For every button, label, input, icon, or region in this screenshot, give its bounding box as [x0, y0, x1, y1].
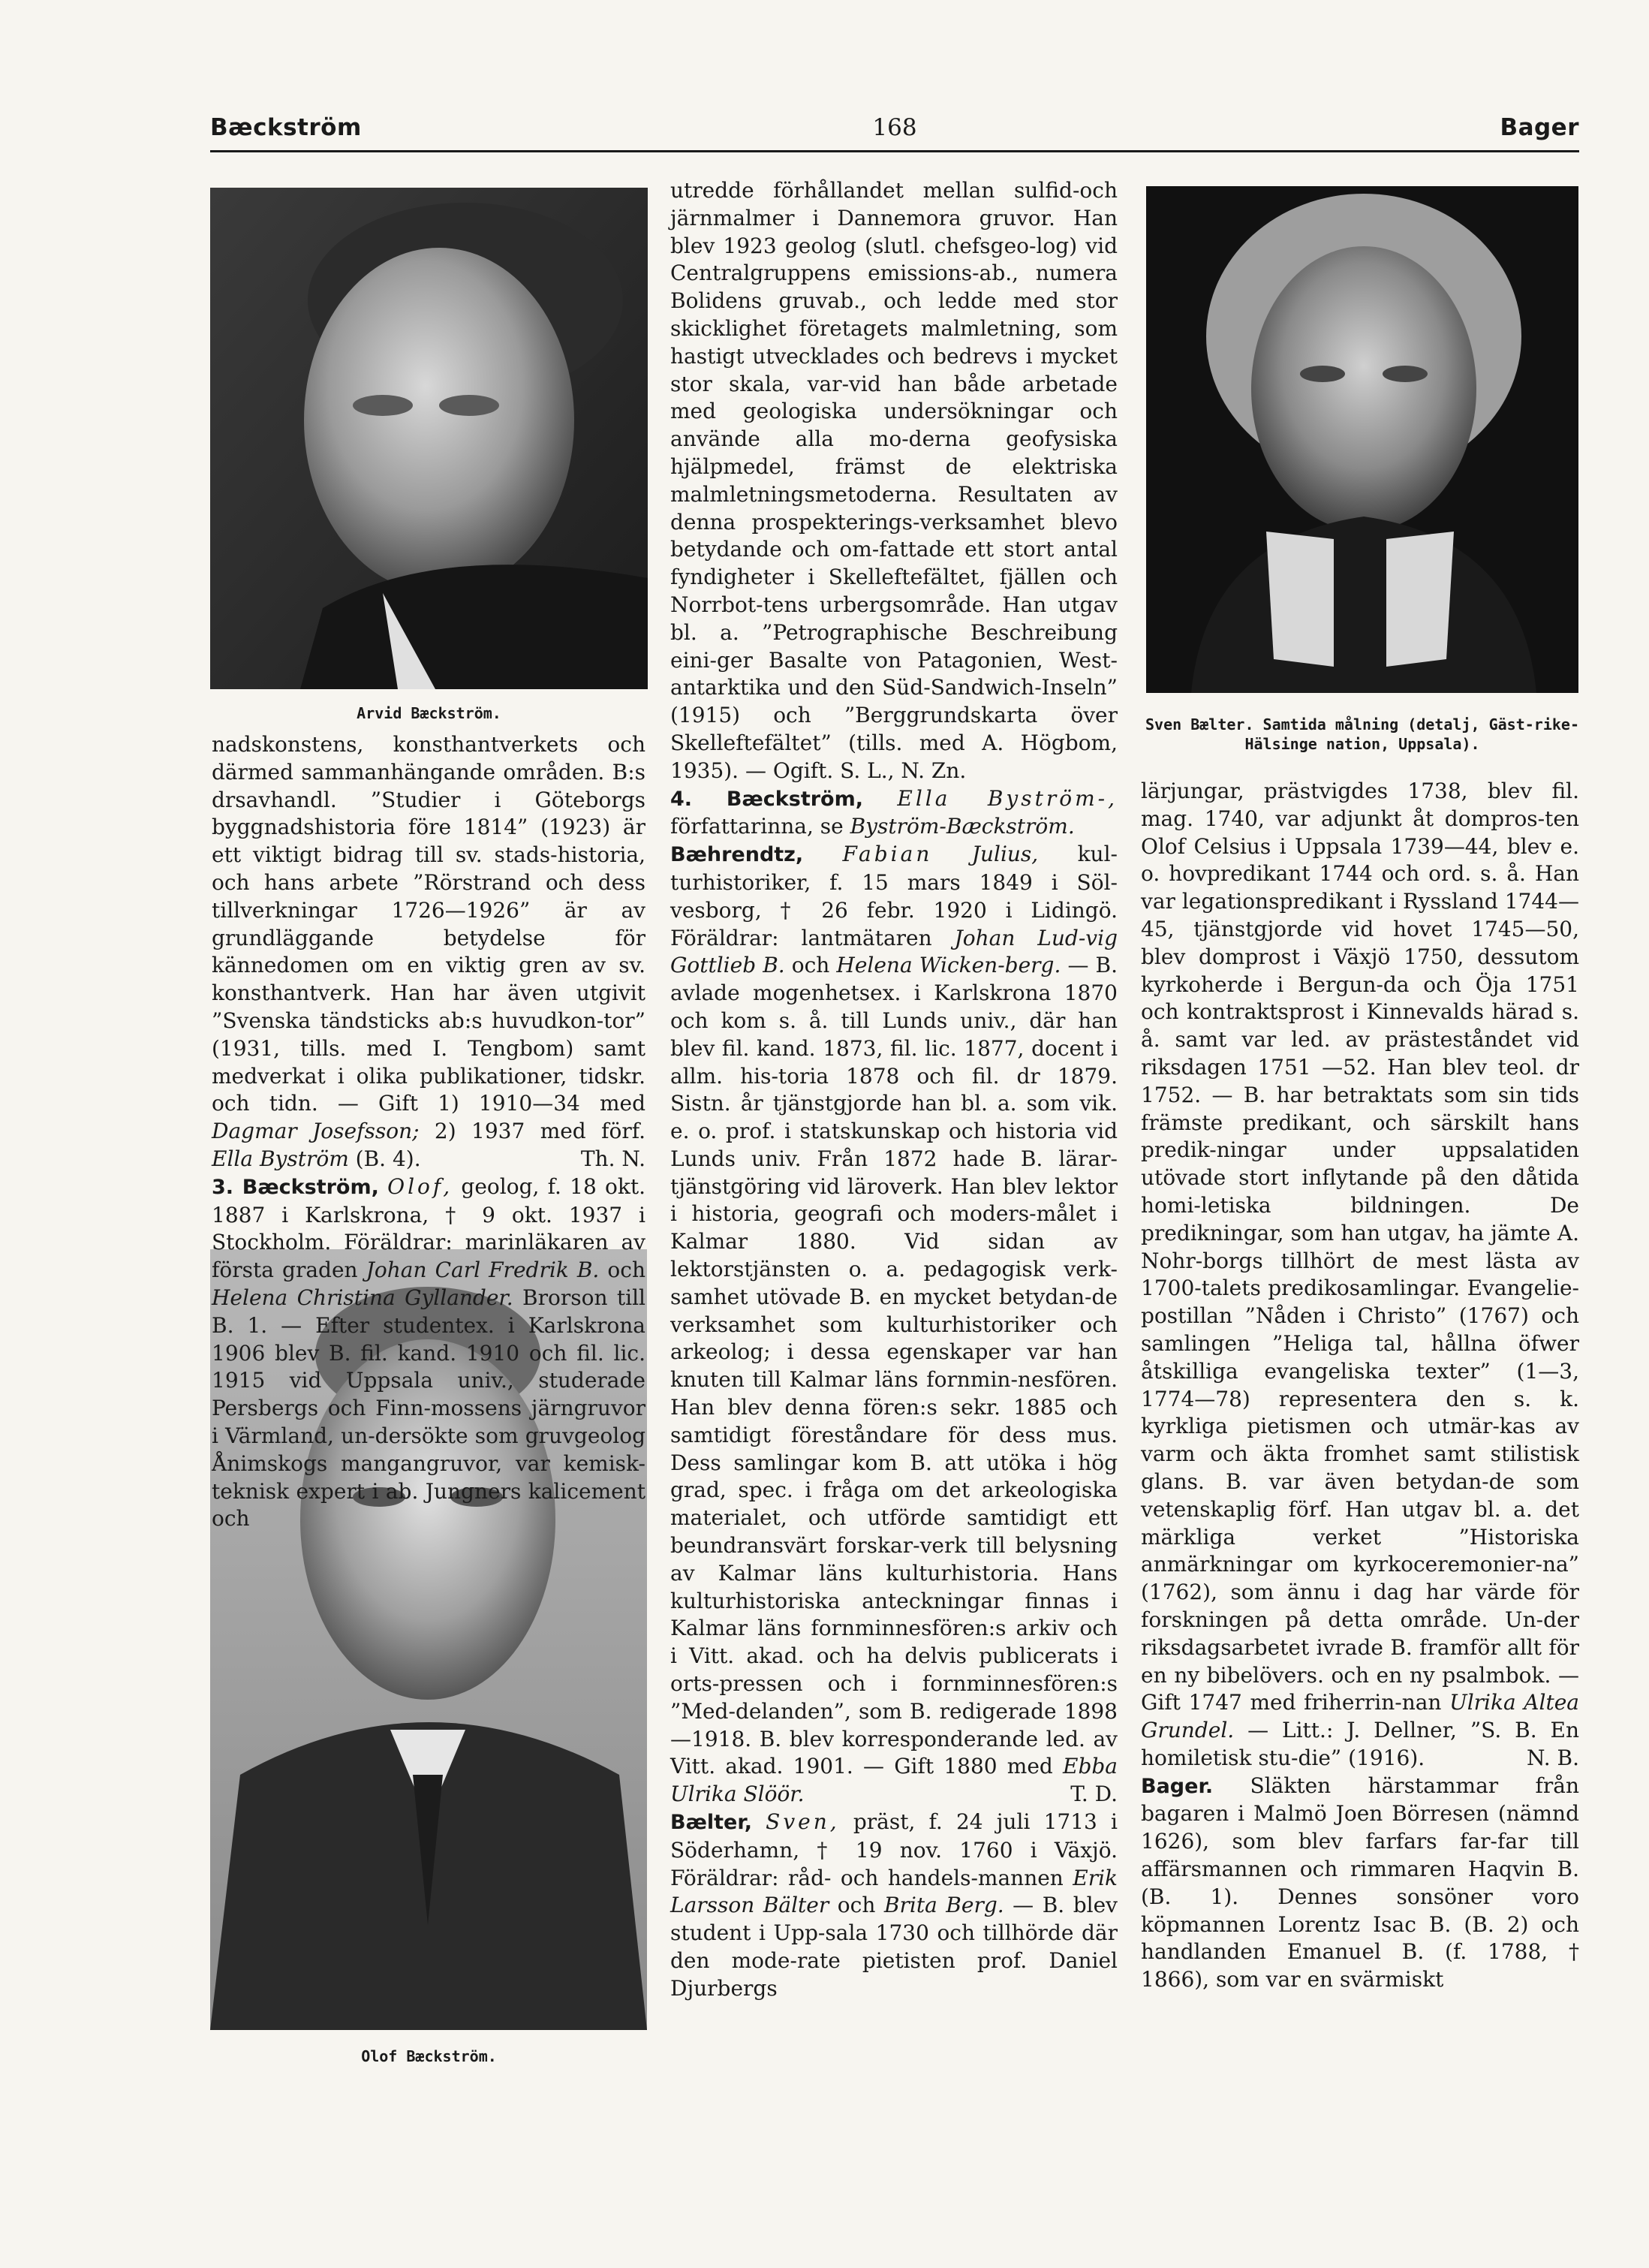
header-left-keyword: Bæckström [210, 114, 362, 141]
paragraph-olof-continued: utredde förhållandet mellan sulfid-och järnmalmer i Dannemora gruvor. Han blev 1923 geolog (slutl. chefsgeo-log) vid Centralgruppens emissions-ab., numera Bolidens gruvab., och ledde med stor skicklighet företagets malmletning, som hastigt utvecklades och bedrevs i mycket stor skala, var-vid han både arbetade med geologiska undersökningar och använde alla mo-derna geofysiska hjälpmedel, främst de elektriska malmletningsmetoderna. Resultaten av denna prospekterings-verksamhet blevo betydande och om-fattade ett stort antal fyndigheter i Skelleftefältet, fjällen och Norrbot-tens urbergsområde. Han utgav bl. a. ”Petrographische Beschreibung eini-ger Basalte von Patagonien, West-antarktika und den Süd-Sandwich-Inseln” (1915) och ”Berggrundskarta över Skelleftefältet” (tills. med A. Högbom, 1935). — Ogift. S. L., N. Zn. [670, 178, 1118, 783]
paragraph-sven-continued: lärjungar, prästvigdes 1738, blev fil. mag. 1740, var adjunkt åt dompros-ten Olof Celsius i Uppsala 1739—44, blev e. o. hovpredikant 1744 och ord. s. å. Han var legationspredikant i Ryssland 1744—45, tjänstgjorde vid hovet 1745—50, blev domprost i Växjö 1750, dessutom kyrkoherde i Bergun-da och Öja 1751 och kontraktsprost i Kinnevalds härad s. å. samt var led. av prästeståndet vid riksdagen 1751 —52. Han blev teol. dr 1752. — B. har betraktats som sin tids främste predikant, och särskilt hans predik-ningar under uppsalatiden utövade stort inflytande på den dåtida homi-letiska bildningen. De predikningar, som han utgav, ha jämte A. Nohr-borgs tillhört de mest lästa av 1700-talets predikosamlingar. Evangelie-postillan ”Nåden i Christo” (1767) och samlingen ”Heliga tal, hållna öfwer åtskilliga evangeliska texter” (1—3, 1774—78) representera den s. k. kyrkliga pietismen och utmär-kas av varm och äkta fromhet samt stilistisk glans. B. var även betydan-de som vetenskaplig förf. Han utgav bl. a. det märkliga verket ”Historiska anmärkningar om kyrkoceremonier-na” (1762), som ännu i dag har värde för forskningen på detta område. Un-der riksdagsarbetet ivrade B. framför allt för en ny bibelövers. och en ny psalmbok. — Gift 1747 med friherrin-nan Ulrika Altea Grundel. — Litt.: J. Dellner, ”S. B. En homiletisk stu-die” (1916). N. B. [1141, 778, 1579, 1773]
caption-arvid: Arvid Bæckström. [357, 704, 501, 722]
author-signature: T. D. [1070, 1782, 1118, 1807]
entry-olof-baeckstrom: 3. Bæckström, Olof, geolog, f. 18 okt. 1887 i Karlskrona, † 9 okt. 1937 i Stockholm. Föräldrar: marinläkaren av första graden Johan Carl Fredrik B. och Helena Christina Gyllander. Brorson till B. 1. — Efter studentex. i Karlskrona 1906 blev B. fil. kand. 1910 och fil. lic. 1915 vid Uppsala univ., studerade Persbergs och Finn-mossens järngruvor i Värmland, un-dersökte som gruvgeolog Ånimskogs mangangruvor, var kemisk-teknisk expert i ab. Jungners kalicement och [212, 1173, 645, 1532]
entry-heading: 3. Bæckström, [212, 1175, 379, 1199]
author-signature: Th. N. [580, 1146, 645, 1171]
entry-heading: Bager. [1141, 1774, 1214, 1798]
author-signature: N. B. [1527, 1745, 1579, 1770]
entry-fabian-baehrendtz: Bæhrendtz, Fabian Julius, kul-turhistoriker, f. 15 mars 1849 i Söl-vesborg, † 26 febr. 1920 i Lidingö. Föräldrar: lantmätaren Johan Lud-vig Gottlieb B. och Helena Wicken-berg. — B. avlade mogenhetsex. i Karlskrona 1870 och kom s. å. till Lunds univ., där han blev fil. kand. 1873, fil. lic. 1877, docent i allm. his-toria 1878 och fil. dr 1879. Sistn. år tjänstgjorde han bl. a. som vik. e. o. prof. i statskunskap och historia vid Lunds univ. Från 1872 hade B. lärar-tjänstgöring vid läroverk. Han blev lektor i historia, geografi och moders-målet i Kalmar 1880. Vid sidan av lektorstjänsten o. a. pedagogisk verk-samhet utövade B. en mycket betydan-de verksamhet som kulturhistoriker och arkeolog; i dessa egenskaper var han knuten till Kalmar läns fornmin-nesfören. Han blev denna fören:s sekr. 1885 och samtidigt föreståndare för dess mus. Dess samlingar kom B. att utöka i hög grad, spec. i fråga om det arkeologiska materialet, och utförde samtidigt ett beundransvärt forskar-verk till belysning av Kalmar läns kulturhistoria. Hans kulturhistoriska anteckningar finnas i Kalmar läns fornminnesfören:s arkiv och i Vitt. akad. och ha delvis publicerats i orts-pressen och i fornminnesfören:s ”Med-delanden”, som B. redigerade 1898—1918. B. blev korresponderande led. av Vitt. akad. 1901. — Gift 1880 med Ebba Ulrika Slöör. T. D. [670, 841, 1118, 1809]
text-column-2 [670, 177, 1118, 2003]
header-rule [210, 150, 1579, 152]
text-column-3 [1141, 778, 1579, 1994]
header-right-keyword: Bager [1500, 114, 1579, 141]
entry-heading: Bæhrendtz, [670, 843, 804, 867]
text-column-1 [212, 731, 645, 1533]
page-number: 168 [872, 114, 917, 141]
entry-heading: 4. Bæckström, [670, 787, 863, 811]
entry-ella-baeckstrom: 4. Bæckström, Ella Byström-, författarinna, se Byström-Bæckström. [670, 785, 1118, 839]
caption-sven: Sven Bælter. Samtida målning (detalj, Gäst-rike-Hälsinge nation, Uppsala). [1145, 715, 1579, 753]
paragraph-arvid-continued: nadskonstens, konsthantverkets och därmed sammanhängande områden. B:s drsavhandl. ”Studier i Göteborgs byggnadshistoria före 1814” (1923) är ett viktigt bidrag till sv. stads-historia, och hans arbete ”Rörstrand och dess tillverkningar 1726—1926” är av grundläggande betydelse för kännedomen om en viktig gren av sv. konsthantverk. Han har även utgivit ”Svenska tändsticks ab:s huvudkon-tor” (1931, tills. med I. Tengbom) samt medverkat i olika publikationer, tidskr. och tidn. — Gift 1) 1910—34 med Dagmar Josefsson; 2) 1937 med förf. Ella Byström (B. 4). Th. N. [212, 731, 645, 1173]
entry-sven-baelter: Bælter, Sven, präst, f. 24 juli 1713 i Söderhamn, † 19 nov. 1760 i Växjö. Föräldrar: råd- och handels-mannen Erik Larsson Bälter och Brita Berg. — B. blev student i Upp-sala 1730 och tillhörde där den mode-rate pietisten prof. Daniel Djurbergs [670, 1809, 1118, 2001]
caption-olof: Olof Bæckström. [361, 2047, 497, 2065]
portrait-arvid-baeckstrom [210, 188, 648, 689]
entry-heading: Bælter, [670, 1811, 752, 1835]
running-header [210, 114, 1579, 152]
portrait-sven-baelter [1146, 186, 1578, 693]
entry-bager: Bager. Släkten härstammar från bagaren i Malmö Joen Börresen (nämnd 1626), som blev farfars far-far till affärsmannen och rimmaren Haqvin B. (B. 1). Dennes sonsöner voro köpmannen Lorentz Isac B. (B. 2) och handlanden Emanuel B. (f. 1788, † 1866), som var en svärmiskt [1141, 1773, 1579, 1992]
